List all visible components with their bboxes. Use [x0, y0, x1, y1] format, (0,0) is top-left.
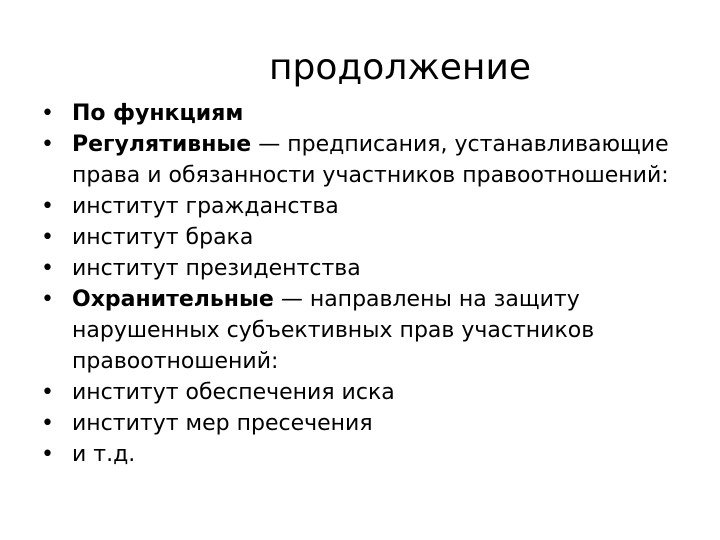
bullet-icon: •	[41, 411, 54, 436]
list-item	[40, 408, 690, 439]
bullet-list	[40, 98, 690, 470]
bullet-icon: •	[41, 194, 54, 219]
bullet-icon: •	[41, 442, 54, 467]
bullet-icon: •	[41, 256, 54, 281]
list-item	[40, 191, 690, 222]
item-text: институт мер пресечения	[72, 411, 373, 436]
bullet-icon: •	[41, 101, 54, 126]
slide-title: продолжение	[268, 47, 531, 88]
bullet-icon: •	[41, 287, 54, 312]
list-item	[40, 377, 690, 408]
list-item	[40, 129, 690, 191]
item-text: — направлены на защиту нарушенных субъективных прав участников правоотношений:	[72, 287, 595, 374]
item-text: — предписания, устанавливающие права и обязанности участников правоотношений:	[72, 132, 669, 188]
item-heading: Регулятивные	[72, 132, 252, 157]
item-heading: По функциям	[72, 101, 244, 126]
bullet-icon: •	[41, 225, 54, 250]
item-text: институт обеспечения иска	[72, 380, 395, 405]
item-text: институт президентства	[72, 256, 361, 281]
list-item	[40, 222, 690, 253]
list-item	[40, 253, 690, 284]
list-item	[40, 284, 690, 377]
list-item	[40, 439, 690, 470]
bullet-icon: •	[41, 380, 54, 405]
item-heading: Охранительные	[72, 287, 274, 312]
item-text: институт брака	[72, 225, 254, 250]
list-item	[40, 98, 690, 129]
item-text: и т.д.	[72, 442, 136, 467]
bullet-icon: •	[41, 132, 54, 157]
item-text: институт гражданства	[72, 194, 339, 219]
